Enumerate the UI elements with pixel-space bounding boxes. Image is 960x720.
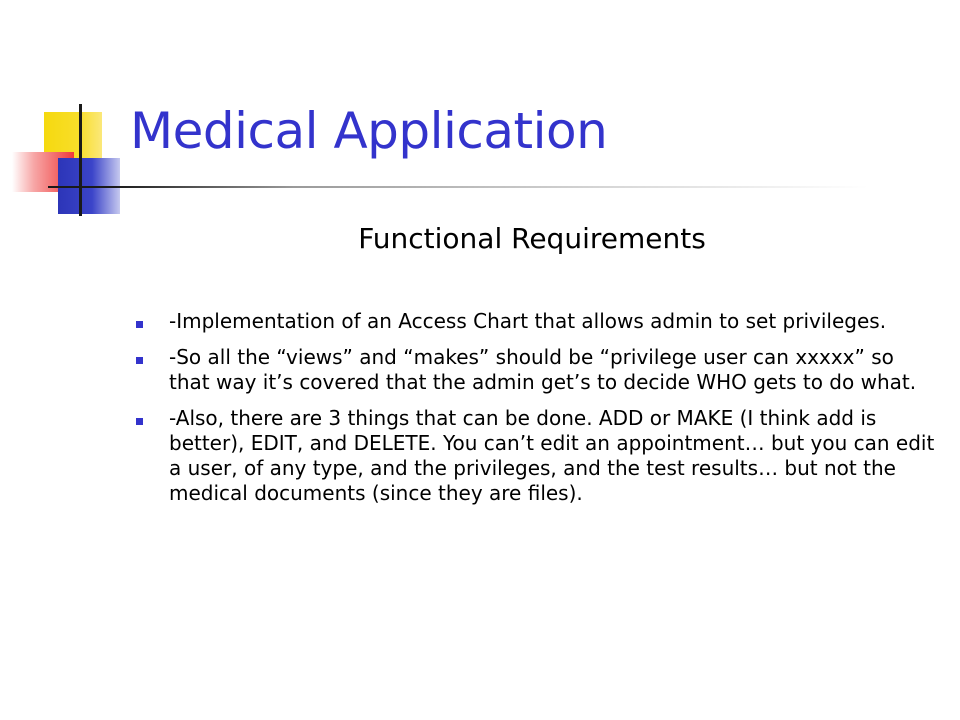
slide-title: Medical Application bbox=[130, 102, 608, 160]
corner-decoration-vertical-line bbox=[79, 104, 82, 216]
bullet-text: -Implementation of an Access Chart that allows admin to set privileges. bbox=[169, 309, 887, 333]
slide-subtitle: Functional Requirements bbox=[358, 222, 706, 255]
bullet-text: -So all the “views” and “makes” should be “privilege user can xxxxx” so that way it’s covered that the admin get’s to decide WHO gets to do what. bbox=[169, 345, 917, 394]
bullet-item bbox=[136, 406, 936, 506]
square-bullet-icon bbox=[136, 418, 143, 425]
title-underline-rule bbox=[48, 186, 868, 188]
bullet-text: -Also, there are 3 things that can be done. ADD or MAKE (I think add is better), EDIT, and DELETE. You can’t edit an appointment… but you can edit a user, of any type, and the privileges, and the test results… but not the medical documents (since they are files). bbox=[169, 406, 935, 505]
square-bullet-icon bbox=[136, 357, 143, 364]
square-bullet-icon bbox=[136, 321, 143, 328]
bullet-item bbox=[136, 345, 936, 395]
bullet-list bbox=[136, 309, 936, 517]
bullet-item bbox=[136, 309, 936, 334]
